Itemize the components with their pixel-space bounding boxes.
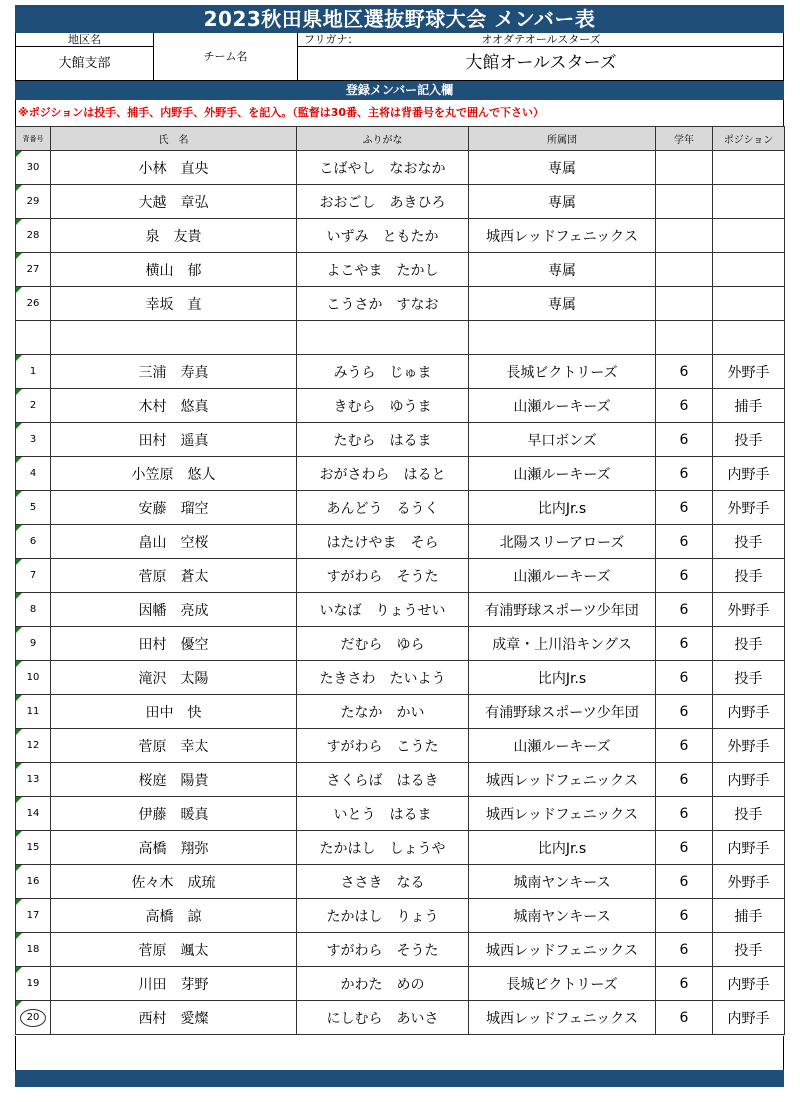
kana-cell: にしむら あいさ (297, 1001, 469, 1035)
grade-cell: 6 (656, 389, 713, 423)
name-cell: 木村 悠真 (51, 389, 297, 423)
kana-cell: よこやま たかし (297, 253, 469, 287)
kana-cell: ささき なる (297, 865, 469, 899)
cell-comment-marker (16, 797, 22, 803)
jersey-number: 8 (29, 604, 37, 615)
member-sheet (15, 0, 784, 1087)
cell-comment-marker (16, 661, 22, 667)
cell-comment-marker (16, 1001, 22, 1007)
grade-cell (656, 287, 713, 321)
jersey-number-cell (16, 1001, 51, 1035)
team-cell: 比内Jr.s (469, 491, 656, 525)
col-name-header: 氏 名 (51, 127, 297, 151)
roster-body (16, 151, 785, 1035)
kana-cell: すがわら そうた (297, 559, 469, 593)
grade-cell: 6 (656, 355, 713, 389)
cell-comment-marker (16, 933, 22, 939)
name-cell: 菅原 幸太 (51, 729, 297, 763)
player-row (16, 933, 785, 967)
grade-cell: 6 (656, 763, 713, 797)
name-cell: 川田 芽野 (51, 967, 297, 1001)
kana-cell: はたけやま そら (297, 525, 469, 559)
jersey-number: 19 (26, 978, 40, 989)
jersey-number-cell (16, 525, 51, 559)
jersey-number: 6 (29, 536, 37, 547)
grade-cell: 6 (656, 457, 713, 491)
kana-cell: こばやし なおなか (297, 151, 469, 185)
cell-comment-marker (16, 627, 22, 633)
jersey-number: 10 (26, 672, 40, 683)
jersey-number: 9 (29, 638, 37, 649)
team-cell: 専属 (469, 151, 656, 185)
furigana-row (298, 33, 784, 47)
cell-comment-marker (16, 525, 22, 531)
jersey-number-cell (16, 219, 51, 253)
jersey-number: 7 (29, 570, 37, 581)
section-title: 登録メンバー記入欄 (15, 81, 784, 100)
jersey-number-cell (16, 967, 51, 1001)
kana-cell: みうら じゅま (297, 355, 469, 389)
team-cell: 城西レッドフェニックス (469, 763, 656, 797)
team-cell: 城西レッドフェニックス (469, 797, 656, 831)
name-cell: 幸坂 直 (51, 287, 297, 321)
cell-comment-marker (16, 491, 22, 497)
name-cell: 滝沢 太陽 (51, 661, 297, 695)
cell-comment-marker (16, 423, 22, 429)
jersey-number: 14 (26, 808, 40, 819)
player-row (16, 593, 785, 627)
team-header (15, 33, 784, 81)
jersey-number-cell (16, 355, 51, 389)
kana-cell: だむら ゆら (297, 627, 469, 661)
jersey-number-cell (16, 423, 51, 457)
jersey-number: 1 (29, 366, 37, 377)
position-cell (713, 151, 785, 185)
kana-cell: おおごし あきひろ (297, 185, 469, 219)
staff-row (16, 219, 785, 253)
grade-cell (656, 253, 713, 287)
jersey-number-cell (16, 695, 51, 729)
position-cell: 投手 (713, 933, 785, 967)
name-cell: 大越 章弘 (51, 185, 297, 219)
name-cell: 安藤 瑠空 (51, 491, 297, 525)
position-cell: 内野手 (713, 695, 785, 729)
separator-row (16, 321, 785, 355)
player-row (16, 559, 785, 593)
jersey-number: 2 (29, 400, 37, 411)
kana-cell: おがさわら はると (297, 457, 469, 491)
staff-row (16, 151, 785, 185)
position-cell: 外野手 (713, 491, 785, 525)
jersey-number: 5 (29, 502, 37, 513)
team-cell: 山瀬ルーキーズ (469, 389, 656, 423)
team-cell: 早口ボンズ (469, 423, 656, 457)
name-cell: 桜庭 陽貴 (51, 763, 297, 797)
position-cell: 内野手 (713, 967, 785, 1001)
col-position-header: ポジション (713, 127, 785, 151)
team-cell: 比内Jr.s (469, 661, 656, 695)
jersey-number: 18 (26, 944, 40, 955)
player-row (16, 729, 785, 763)
cell-comment-marker (16, 185, 22, 191)
name-cell: 三浦 寿真 (51, 355, 297, 389)
furigana-value: オオダテオールスターズ (481, 33, 601, 46)
grade-cell (656, 219, 713, 253)
name-cell: 高橋 翔弥 (51, 831, 297, 865)
empty-cell (16, 321, 51, 355)
col-team-header: 所属団 (469, 127, 656, 151)
cell-comment-marker (16, 151, 22, 157)
name-cell: 泉 友貴 (51, 219, 297, 253)
name-cell: 西村 愛燦 (51, 1001, 297, 1035)
cell-comment-marker (16, 899, 22, 905)
position-cell: 内野手 (713, 457, 785, 491)
player-row (16, 355, 785, 389)
team-cell: 有浦野球スポーツ少年団 (469, 695, 656, 729)
position-cell: 内野手 (713, 1001, 785, 1035)
jersey-number: 29 (26, 196, 40, 207)
cell-comment-marker (16, 967, 22, 973)
kana-cell: こうさか すなお (297, 287, 469, 321)
jersey-number: 26 (26, 298, 40, 309)
position-cell: 外野手 (713, 865, 785, 899)
kana-cell: いなば りょうせい (297, 593, 469, 627)
team-cell: 比内Jr.s (469, 831, 656, 865)
team-cell: 山瀬ルーキーズ (469, 457, 656, 491)
cell-comment-marker (16, 559, 22, 565)
jersey-number-cell (16, 763, 51, 797)
team-cell: 長城ビクトリーズ (469, 355, 656, 389)
team-cell: 山瀬ルーキーズ (469, 729, 656, 763)
position-cell: 投手 (713, 423, 785, 457)
player-row (16, 627, 785, 661)
grade-cell: 6 (656, 797, 713, 831)
cell-comment-marker (16, 763, 22, 769)
name-cell: 横山 郁 (51, 253, 297, 287)
jersey-number-cell (16, 287, 51, 321)
team-value: 大館オールスターズ (465, 53, 617, 73)
cell-comment-marker (16, 457, 22, 463)
empty-cell (51, 321, 297, 355)
team-cell: 城西レッドフェニックス (469, 1001, 656, 1035)
grade-cell (656, 185, 713, 219)
kana-cell: たきさわ たいよう (297, 661, 469, 695)
kana-cell: すがわら こうた (297, 729, 469, 763)
team-cell: 専属 (469, 253, 656, 287)
furigana-label: フリガナ： (304, 33, 359, 46)
kana-cell: かわた めの (297, 967, 469, 1001)
player-row (16, 831, 785, 865)
jersey-number-cell (16, 865, 51, 899)
jersey-number: 27 (26, 264, 40, 275)
kana-cell: いとう はるま (297, 797, 469, 831)
jersey-number-cell (16, 185, 51, 219)
jersey-number-cell (16, 797, 51, 831)
position-cell (713, 287, 785, 321)
team-cell: 北陽スリーアローズ (469, 525, 656, 559)
position-cell: 捕手 (713, 389, 785, 423)
jersey-number-cell (16, 389, 51, 423)
grade-cell: 6 (656, 559, 713, 593)
position-cell: 投手 (713, 525, 785, 559)
player-row (16, 899, 785, 933)
captain-number-circled: 20 (20, 1009, 46, 1027)
position-cell: 投手 (713, 627, 785, 661)
name-cell: 菅原 颯太 (51, 933, 297, 967)
kana-cell: きむら ゆうま (297, 389, 469, 423)
kana-cell: たかはし しょうや (297, 831, 469, 865)
staff-row (16, 253, 785, 287)
position-cell: 外野手 (713, 355, 785, 389)
jersey-number: 16 (26, 876, 40, 887)
cell-comment-marker (16, 831, 22, 837)
jersey-number-cell (16, 729, 51, 763)
player-row (16, 763, 785, 797)
player-row (16, 1001, 785, 1035)
team-cell: 城南ヤンキース (469, 899, 656, 933)
position-cell (713, 219, 785, 253)
name-cell: 高橋 諒 (51, 899, 297, 933)
team-cell: 城西レッドフェニックス (469, 933, 656, 967)
col-grade-header: 学年 (656, 127, 713, 151)
position-cell: 外野手 (713, 593, 785, 627)
cell-comment-marker (16, 593, 22, 599)
kana-cell: すがわら そうた (297, 933, 469, 967)
position-cell: 投手 (713, 661, 785, 695)
empty-cell (297, 321, 469, 355)
name-cell: 田中 快 (51, 695, 297, 729)
cell-comment-marker (16, 695, 22, 701)
player-row (16, 865, 785, 899)
grade-cell: 6 (656, 695, 713, 729)
player-row (16, 797, 785, 831)
position-cell: 投手 (713, 559, 785, 593)
sheet-title: 2023秋田県地区選抜野球大会 メンバー表 (15, 5, 784, 33)
team-cell: 有浦野球スポーツ少年団 (469, 593, 656, 627)
grade-cell: 6 (656, 525, 713, 559)
cell-comment-marker (16, 865, 22, 871)
staff-row (16, 185, 785, 219)
header-row (16, 127, 785, 151)
district-value: 大館支部 (16, 47, 154, 80)
jersey-number-cell (16, 933, 51, 967)
position-cell: 外野手 (713, 729, 785, 763)
cell-comment-marker (16, 219, 22, 225)
player-row (16, 389, 785, 423)
grade-cell: 6 (656, 865, 713, 899)
cell-comment-marker (16, 253, 22, 259)
jersey-number: 28 (26, 230, 40, 241)
name-cell: 小笠原 悠人 (51, 457, 297, 491)
player-row (16, 525, 785, 559)
name-cell: 因幡 亮成 (51, 593, 297, 627)
grade-cell: 6 (656, 967, 713, 1001)
jersey-number-cell (16, 627, 51, 661)
grade-cell: 6 (656, 729, 713, 763)
grade-cell: 6 (656, 423, 713, 457)
staff-row (16, 287, 785, 321)
team-cell: 専属 (469, 185, 656, 219)
player-row (16, 695, 785, 729)
jersey-number-cell (16, 151, 51, 185)
cell-comment-marker (16, 729, 22, 735)
col-kana-header: ふりがな (297, 127, 469, 151)
empty-cell (469, 321, 656, 355)
position-cell: 捕手 (713, 899, 785, 933)
name-cell: 田村 遥真 (51, 423, 297, 457)
name-cell: 菅原 蒼太 (51, 559, 297, 593)
player-row (16, 457, 785, 491)
name-cell: 小林 直央 (51, 151, 297, 185)
kana-cell: さくらば はるき (297, 763, 469, 797)
grade-cell: 6 (656, 831, 713, 865)
jersey-number: 3 (29, 434, 37, 445)
cell-comment-marker (16, 355, 22, 361)
jersey-number: 4 (29, 468, 37, 479)
cell-comment-marker (16, 287, 22, 293)
name-cell: 伊藤 暖真 (51, 797, 297, 831)
jersey-number-cell (16, 593, 51, 627)
grade-cell: 6 (656, 491, 713, 525)
roster-table (15, 126, 785, 1035)
kana-cell: あんどう るうく (297, 491, 469, 525)
footer-bar (15, 1070, 784, 1087)
jersey-number: 30 (26, 162, 40, 173)
jersey-number-cell (16, 661, 51, 695)
grade-cell (656, 151, 713, 185)
team-cell: 山瀬ルーキーズ (469, 559, 656, 593)
team-cell: 成章・上川沿キングス (469, 627, 656, 661)
jersey-number-cell (16, 831, 51, 865)
kana-cell: たむら はるま (297, 423, 469, 457)
district-label: 地区名 (16, 33, 154, 47)
jersey-number: 11 (26, 706, 40, 717)
position-cell: 内野手 (713, 763, 785, 797)
name-cell: 佐々木 成琉 (51, 865, 297, 899)
jersey-number-cell (16, 491, 51, 525)
jersey-number-cell (16, 253, 51, 287)
position-cell: 投手 (713, 797, 785, 831)
team-cell: 城南ヤンキース (469, 865, 656, 899)
position-cell: 内野手 (713, 831, 785, 865)
empty-cell (713, 321, 785, 355)
jersey-number-cell (16, 457, 51, 491)
position-cell (713, 253, 785, 287)
player-row (16, 661, 785, 695)
jersey-number-cell (16, 899, 51, 933)
cell-comment-marker (16, 389, 22, 395)
grade-cell: 6 (656, 627, 713, 661)
grade-cell: 6 (656, 1001, 713, 1035)
grade-cell: 6 (656, 933, 713, 967)
jersey-number: 13 (26, 774, 40, 785)
kana-cell: たなか かい (297, 695, 469, 729)
empty-cell (656, 321, 713, 355)
kana-cell: たかはし りょう (297, 899, 469, 933)
grade-cell: 6 (656, 899, 713, 933)
kana-cell: いずみ ともたか (297, 219, 469, 253)
jersey-number: 17 (26, 910, 40, 921)
name-cell: 畠山 空桜 (51, 525, 297, 559)
team-label: チーム名 (154, 33, 298, 80)
col-number-header: 背番号 (16, 127, 51, 151)
footer-blank-area (15, 1036, 784, 1070)
player-row (16, 491, 785, 525)
player-row (16, 423, 785, 457)
grade-cell: 6 (656, 593, 713, 627)
team-cell: 長城ビクトリーズ (469, 967, 656, 1001)
name-cell: 田村 優空 (51, 627, 297, 661)
position-cell (713, 185, 785, 219)
jersey-number-cell (16, 559, 51, 593)
team-cell: 城西レッドフェニックス (469, 219, 656, 253)
jersey-number: 15 (26, 842, 40, 853)
grade-cell: 6 (656, 661, 713, 695)
player-row (16, 967, 785, 1001)
team-cell: 専属 (469, 287, 656, 321)
instruction-note: ※ポジションは投手、捕手、内野手、外野手、を記入。（監督は30番、主将は背番号を丸で囲んで下さい） (15, 100, 784, 126)
jersey-number: 12 (26, 740, 40, 751)
